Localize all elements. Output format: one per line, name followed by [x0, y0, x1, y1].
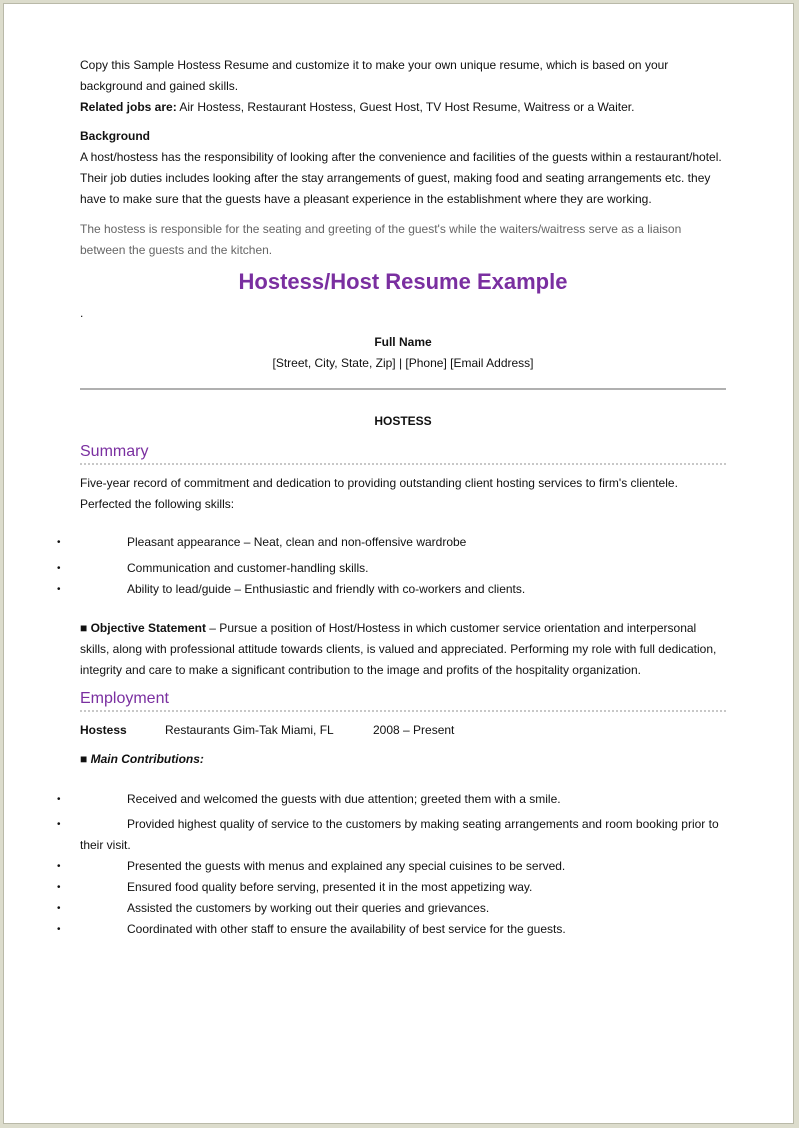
square-bullet-icon: ■	[80, 621, 88, 635]
objective-label: Objective Statement	[90, 621, 206, 635]
full-name: Full Name	[374, 335, 432, 349]
summary-text: Five-year record of commitment and dedication to providing outstanding client hosting services to firm's clientele. Perfected the following skills:	[80, 476, 678, 511]
employer: Restaurants Gim-Tak Miami, FL	[165, 723, 334, 737]
bullet: •	[57, 563, 61, 574]
position-title: HOSTESS	[374, 414, 432, 428]
bullet: •	[57, 794, 61, 805]
list-item: • Assisted the customers by working out their queries and grievances.	[80, 898, 726, 919]
list-item: • Ensured food quality before serving, presented it in the most appetizing way.	[80, 877, 726, 898]
skills-list	[57, 532, 726, 600]
contributions-heading	[80, 749, 726, 770]
list-item: • Presented the guests with menus and explained any special cuisines to be served.	[80, 856, 726, 877]
list-item: • Ability to lead/guide – Enthusiastic and friendly with co-workers and clients.	[80, 579, 726, 600]
bullet: •	[57, 882, 61, 893]
related-jobs-label: Related jobs are:	[80, 100, 177, 114]
background-heading: Background	[80, 129, 151, 143]
related-jobs-text: Air Hostess, Restaurant Hostess, Guest Host, TV Host Resume, Waitress or a Waiter.	[176, 100, 635, 114]
contributions-list	[57, 789, 726, 940]
employment-heading: Employment	[80, 689, 726, 712]
page-title: Hostess/Host Resume Example	[238, 269, 568, 294]
job-dates: 2008 – Present	[373, 723, 455, 737]
job-entry	[80, 720, 726, 741]
resume-content	[57, 55, 726, 940]
document-page	[3, 3, 794, 1124]
bullet: •	[57, 861, 61, 872]
stray-dot: .	[80, 306, 84, 320]
background-note: The hostess is responsible for the seating and greeting of the guest's while the waiters/waitress serve as a liaison between the guests and the kitchen.	[80, 222, 682, 257]
header-divider	[80, 388, 726, 390]
contributions-label: Main Contributions:	[90, 752, 204, 766]
contact-line: [Street, City, State, Zip] | [Phone] [Email Address]	[272, 356, 534, 370]
square-bullet-icon: ■	[80, 752, 88, 766]
related-jobs	[80, 97, 726, 118]
bullet: •	[57, 584, 61, 595]
bullet: •	[57, 819, 61, 830]
background-text: A host/hostess has the responsibility of looking after the convenience and facilities of the guests within a restaurant/hotel. Their job duties includes looking after the stay arrangements of guest, making food and seating arrangements etc. they have to make sure that the guests have a pleasant experience in the establishment where they are working.	[80, 150, 722, 206]
list-item: • Coordinated with other staff to ensure the availability of best service for the guests.	[80, 919, 726, 940]
job-title: Hostess	[80, 723, 127, 737]
bullet: •	[57, 903, 61, 914]
summary-heading: Summary	[80, 442, 726, 465]
list-item: • Communication and customer-handling skills.	[80, 558, 726, 579]
intro-text: Copy this Sample Hostess Resume and customize it to make your own unique resume, which is based on your background and gained skills.	[80, 58, 669, 93]
list-item: • Provided highest quality of service to the customers by making seating arrangements and room booking prior to their visit.	[80, 814, 726, 856]
bullet: •	[57, 537, 61, 548]
objective-text: – Pursue a position of Host/Hostess in which customer service orientation and interpersonal skills, along with professional attitude towards clients, is valued and appreciated. Performing my role with full dedication, integrity and care to make a significant contribution to the image and profits of the hospitality organization.	[80, 621, 717, 677]
objective-statement	[80, 618, 726, 681]
list-item: • Pleasant appearance – Neat, clean and non-offensive wardrobe	[80, 532, 726, 553]
list-item: • Received and welcomed the guests with due attention; greeted them with a smile.	[80, 789, 726, 810]
bullet: •	[57, 924, 61, 935]
